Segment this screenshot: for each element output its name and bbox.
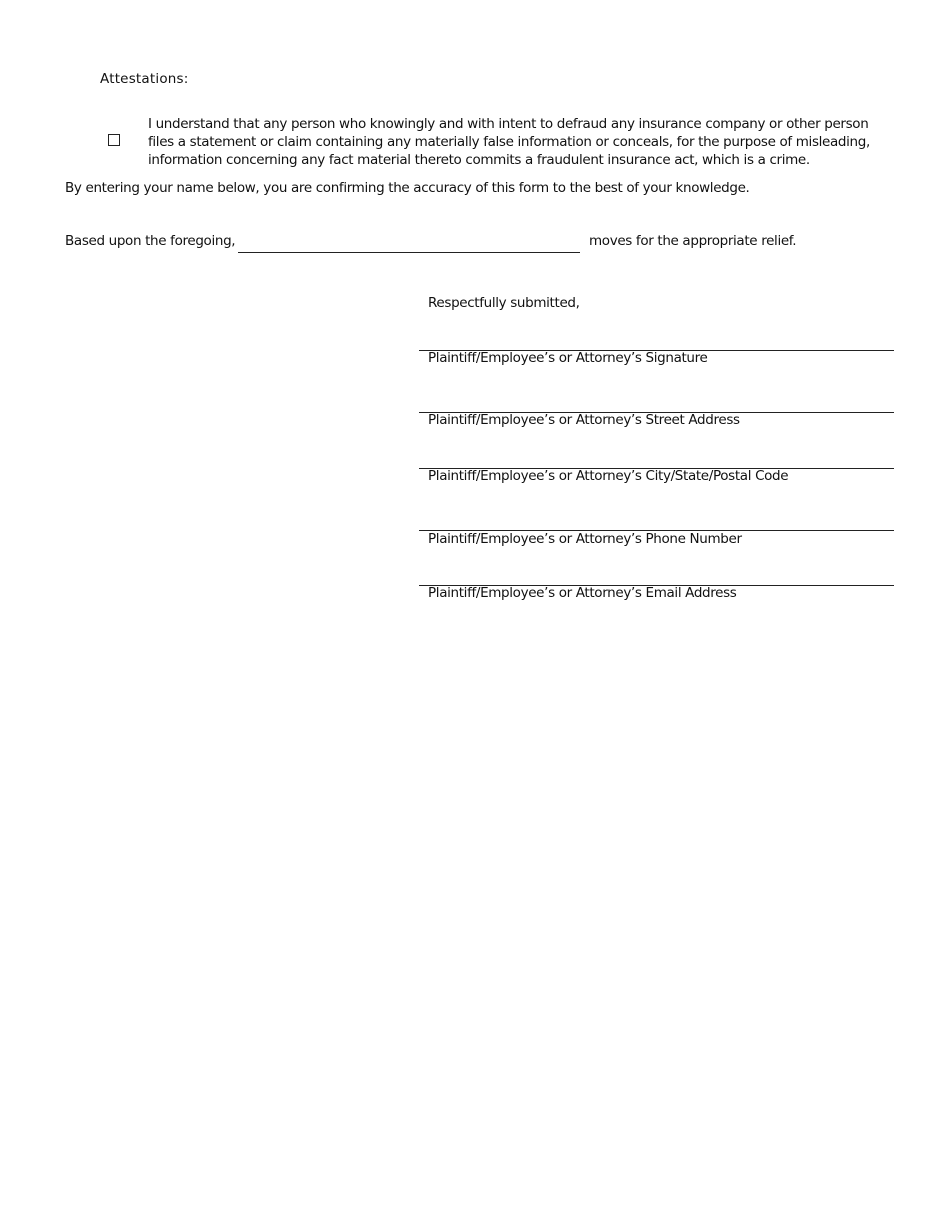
attestation-checkbox[interactable] bbox=[108, 134, 120, 146]
attestations-heading: Attestations: bbox=[100, 71, 189, 87]
phone-number-label: Plaintiff/Employee’s or Attorney’s Phone Number bbox=[428, 531, 742, 547]
street-address-label: Plaintiff/Employee’s or Attorney’s Street Address bbox=[428, 412, 740, 428]
email-address-label: Plaintiff/Employee’s or Attorney’s Email Address bbox=[428, 585, 737, 601]
party-name-input[interactable] bbox=[238, 234, 580, 253]
relief-suffix-text: moves for the appropriate relief. bbox=[589, 233, 797, 249]
attestation-statement: I understand that any person who knowingly and with intent to defraud any insurance company or other person files a statement or claim containing any materially false information or conceals, for the purpose of misleading, information concerning any fact material thereto commits a fraudulent insurance act, which is a crime. bbox=[148, 116, 870, 168]
closing-text: Respectfully submitted, bbox=[428, 295, 580, 311]
relief-prefix-text: Based upon the foregoing, bbox=[65, 233, 236, 249]
confirmation-text: By entering your name below, you are confirming the accuracy of this form to the best of your knowledge. bbox=[65, 180, 750, 196]
signature-label: Plaintiff/Employee’s or Attorney’s Signature bbox=[428, 350, 708, 366]
city-state-postal-label: Plaintiff/Employee’s or Attorney’s City/State/Postal Code bbox=[428, 468, 789, 484]
